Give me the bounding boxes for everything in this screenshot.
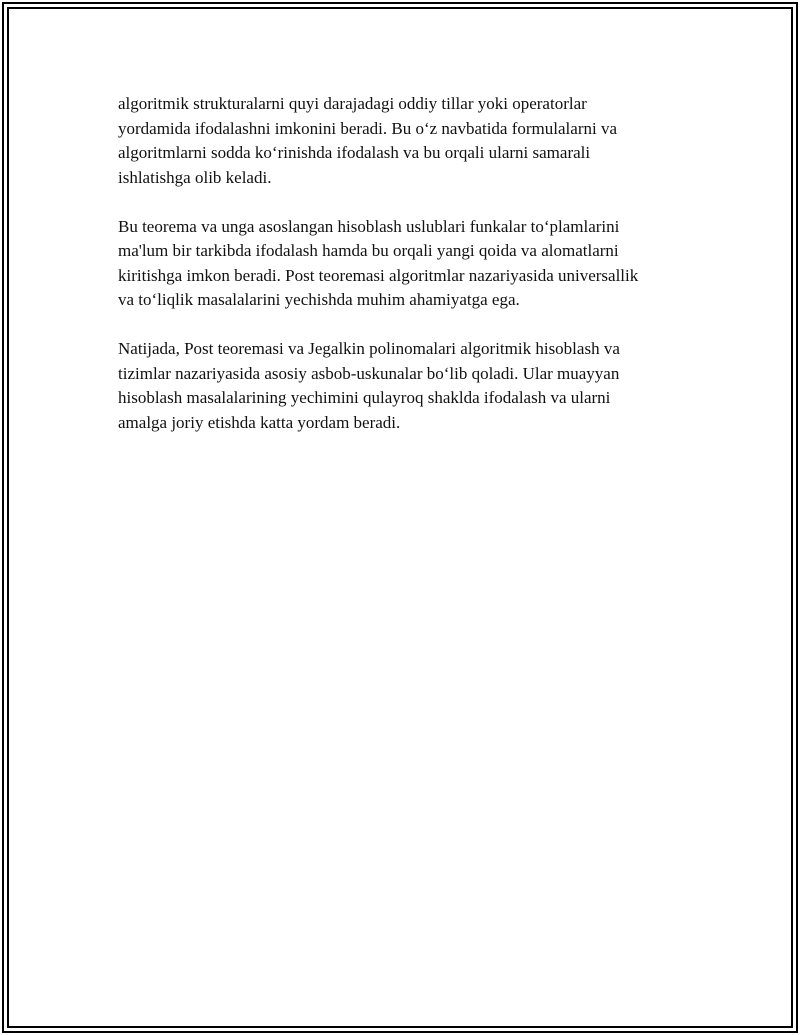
text-line: tizimlar nazariyasida asosiy asbob-uskunalar bo‘lib qoladi. Ular muayyan [118, 363, 620, 383]
paragraph-2 [118, 215, 698, 313]
text-line: ma'lum bir tarkibda ifodalash hamda bu orqali yangi qoida va alomatlarni [118, 241, 619, 260]
paragraph-1 [118, 92, 698, 190]
text-line: Bu teorema va unga asoslangan hisoblash uslublari funkalar to‘plamlarini [118, 216, 620, 236]
text-line: algoritmik strukturalarni quyi darajadagi oddiy tillar yoki operatorlar [118, 94, 587, 113]
text-line: hisoblash masalalarining yechimini qulayroq shaklda ifodalash va ularni [118, 388, 611, 407]
text-line: kiritishga imkon beradi. Post teoremasi algoritmlar nazariyasida universallik [118, 265, 639, 285]
text-line: va to‘liqlik masalalarini yechishda muhim ahamiyatga ega. [118, 290, 520, 309]
text-line: ishlatishga olib keladi. [118, 167, 272, 187]
text-line: algoritmlarni sodda ko‘rinishda ifodalash va bu orqali ularni samarali [118, 143, 591, 162]
text-line: amalga joriy etishda katta yordam beradi. [118, 412, 401, 432]
paragraph-3 [118, 337, 698, 435]
text-line: Natijada, Post teoremasi va Jegalkin polinomalari algoritmik hisoblash va [118, 339, 620, 358]
document-body [118, 92, 698, 460]
text-line: yordamida ifodalashni imkonini beradi. Bu o‘z navbatida formulalarni va [118, 118, 617, 138]
